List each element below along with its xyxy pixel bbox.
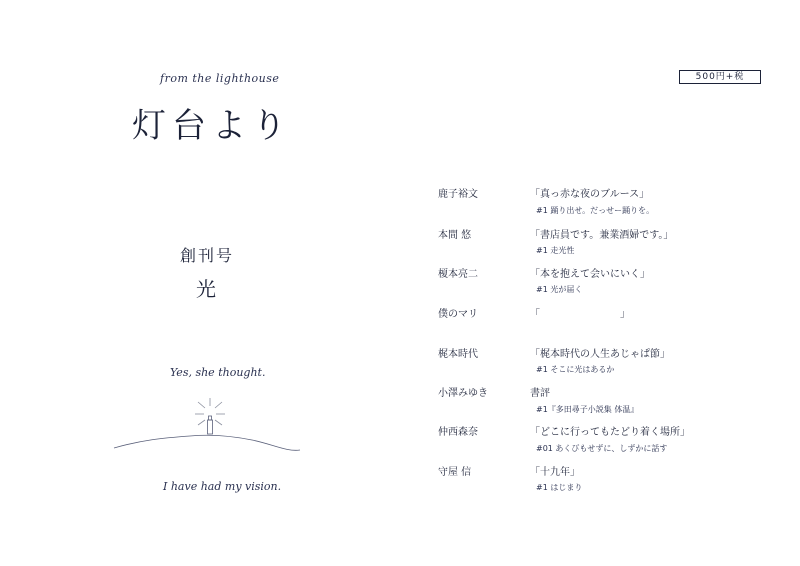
issue-label: 創刊号	[180, 246, 235, 265]
toc-work: 「書店員です。兼業酒婦です。」	[530, 230, 674, 241]
toc-work: 「どこに行ってもたどり着く場所」	[530, 427, 690, 438]
issue-theme: 光	[196, 277, 216, 301]
toc-author: 本間 悠	[438, 230, 472, 241]
toc-author: 守屋 信	[438, 467, 472, 478]
handwritten-line-1: Yes, she thought.	[170, 366, 266, 379]
toc-author: 小澤みゆき	[438, 388, 488, 399]
toc-work: 「本を抱えて会いにいく」	[530, 269, 650, 280]
toc-subtitle: #1 そこに光はあるか	[536, 365, 615, 374]
cover-subtitle: from the lighthouse	[160, 72, 280, 85]
toc-subtitle: #1 はじまり	[536, 483, 583, 492]
cover-title: 灯台より	[132, 106, 292, 146]
toc-author: 梶本時代	[438, 349, 478, 360]
toc-author: 僕のマリ	[438, 309, 478, 320]
toc-subtitle: #1 踊り出せ。だっせー踊りを。	[536, 206, 655, 215]
toc-work: 「十九年」	[530, 467, 580, 478]
toc-author: 仲西森奈	[438, 427, 478, 438]
toc-subtitle: #1 光が届く	[536, 285, 583, 294]
price-tag: 500円+税	[679, 70, 761, 84]
toc-author: 鹿子裕文	[438, 189, 478, 200]
toc-work: 書評	[530, 388, 550, 399]
toc-subtitle: #1『多田尋子小説集 体温』	[536, 405, 639, 414]
lighthouse-illustration	[112, 396, 302, 466]
toc-work: 「梶本時代の人生あじゃぱ節」	[530, 349, 670, 360]
toc-work: 「 」	[530, 309, 630, 320]
toc-work: 「真っ赤な夜のブルース」	[530, 189, 650, 200]
handwritten-line-2: I have had my vision.	[163, 480, 282, 493]
toc-author: 榎本亮二	[438, 269, 478, 280]
toc-subtitle: #01 あくびもせずに、しずかに話す	[536, 444, 668, 453]
toc-subtitle: #1 走光性	[536, 246, 575, 255]
